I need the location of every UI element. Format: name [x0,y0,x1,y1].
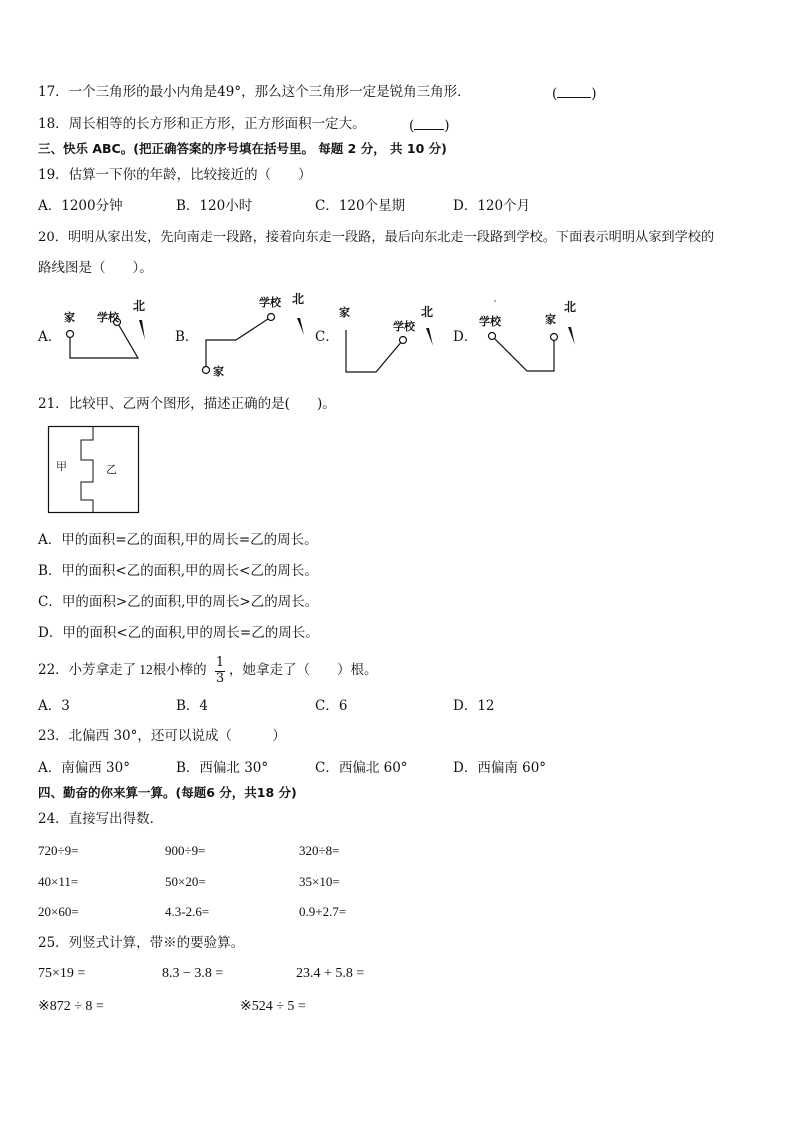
q19-option-a[interactable]: A．1200分钟 [38,198,123,214]
calc-item: 50×20= [165,874,206,889]
q21-option-c[interactable]: C．甲的面积>乙的面积,甲的周长>乙的周长。 [38,594,319,610]
q23-option-a[interactable]: A．南偏西 30° [38,760,130,776]
shape-yi-label: 乙 [106,463,117,476]
route-c-school-label: 学校 [393,320,415,333]
q23-option-b[interactable]: B．西偏北 30° [176,760,269,776]
fraction-denominator: 3 [215,671,225,686]
calc-item: 0.9+2.7= [299,904,347,919]
question-20-line2: 路线图是（ ）。 [38,260,153,276]
vertical-calc-item: 75×19 = [38,966,86,981]
calc-item: 40×11= [38,874,79,889]
q19-option-d[interactable]: D．120个月 [453,198,531,214]
route-a-north-label: 北 [133,299,146,313]
q22-option-c[interactable]: C．6 [315,698,348,714]
q23-option-d[interactable]: D．西偏南 60° [453,760,547,776]
route-d-home-label: 家 [545,313,556,326]
stick-count: 12 [139,662,153,677]
q22-option-d[interactable]: D．12 [453,698,495,714]
route-map-d [476,295,596,375]
vertical-calc-item: ※872 ÷ 8 = [38,999,104,1014]
q20-option-c[interactable]: C． [315,329,339,345]
route-c-north-label: 北 [421,305,434,319]
q22-option-a[interactable]: A．3 [38,698,70,714]
calc-item: 4.3-2.6= [165,904,210,919]
route-b-north-label: 北 [292,292,305,306]
question-23: 23．北偏西 30°，还可以说成（ ） [38,728,286,744]
vertical-calc-item: ※524 ÷ 5 = [240,999,306,1014]
question-22: 22．小芳拿走了 12根小棒的 [38,662,207,678]
question-20-line1: 20．明明从家出发，先向南走一段路，接着向东走一段路，最后向东北走一段路到学校。下面表示明明从家到学校的 [38,230,715,245]
q21-option-b[interactable]: B．甲的面积<乙的面积,甲的周长<乙的周长。 [38,563,318,579]
section-3-heading: 三、快乐 ABC。(把正确答案的序号填在括号里。 每题 2 分， 共 10 分) [38,141,447,156]
question-18-text: 18．周长相等的长方形和正方形，正方形面积一定大。 [38,116,366,132]
q20-option-b[interactable]: B． [175,329,199,345]
route-b-school-label: 学校 [259,296,281,309]
calc-item: 320÷8= [299,843,340,858]
q21-option-a[interactable]: A．甲的面积=乙的面积,甲的周长=乙的周长。 [38,532,318,548]
question-17-text: 17．一个三角形的最小内角是49°，那么这个三角形一定是锐角三角形． [38,84,471,100]
q20-option-d[interactable]: D． [453,329,478,345]
question-19: 19．估算一下你的年龄，比较接近的（ ） [38,167,312,183]
question-18 [38,115,366,133]
q19-option-c[interactable]: C．120个星期 [315,198,406,214]
vertical-calc-item: 8.3 − 3.8 = [162,966,224,981]
question-24: 24．直接写出得数． [38,811,164,827]
calc-item: 35×10= [299,874,340,889]
calc-item: 20×60= [38,904,79,919]
question-22-tail: ，她拿走了（ ）根。 [229,662,378,678]
q20-option-a[interactable]: A． [38,329,62,345]
route-b-home-label: 家 [213,365,224,378]
question-25: 25．列竖式计算，带※的要验算。 [38,935,245,951]
section-4-heading: 四、勤奋的你来算一算。(每题6 分，共18 分) [38,785,297,800]
answer-blank-18[interactable]: ( ) [409,115,450,135]
vertical-calc-item: 23.4 + 5.8 = [296,966,365,981]
answer-blank-17[interactable]: ( ) [552,83,597,103]
q23-option-c[interactable]: C．西偏北 60° [315,760,408,776]
shape-jia-label: 甲 [56,460,67,473]
question-21: 21．比较甲、乙两个图形，描述正确的是( )。 [38,396,336,412]
q19-option-b[interactable]: B．120小时 [176,198,253,214]
route-a-home-label: 家 [64,311,75,324]
q22-option-b[interactable]: B．4 [176,698,209,714]
route-c-home-label: 家 [339,306,350,319]
calc-item: 900÷9= [165,843,206,858]
fraction-numerator: 1 [215,655,225,670]
route-d-north-label: 北 [564,300,577,314]
calc-item: 720÷9= [38,843,79,858]
route-d-school-label: 学校 [479,315,501,328]
route-a-school-label: 学校 [97,311,119,324]
q21-option-d[interactable]: D．甲的面积<乙的面积,甲的周长=乙的周长。 [38,625,319,641]
question-17 [38,83,471,101]
